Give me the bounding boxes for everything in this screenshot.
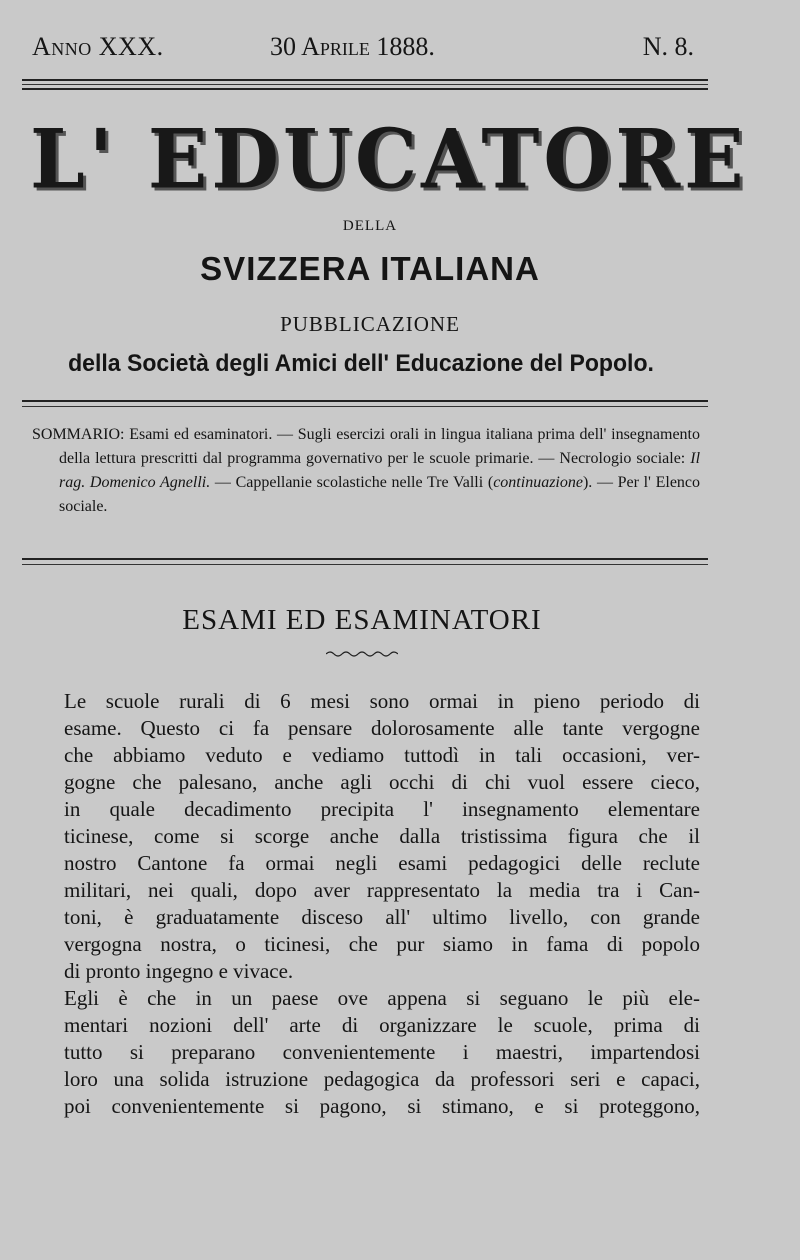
- masthead-pubblicazione: PUBBLICAZIONE: [280, 312, 460, 336]
- ornament-tilde-icon: [326, 650, 398, 658]
- p1-line: militari, nei quali, dopo aver rappresentato la media tra i Can-: [64, 878, 700, 902]
- sommario-label: SOMMARIO:: [32, 426, 125, 443]
- header-rule-top: [22, 79, 708, 81]
- issue-header: [32, 32, 694, 66]
- p1-line: Le scuole rurali di 6 mesi sono ormai in pieno periodo di: [64, 689, 700, 713]
- masthead-title: L' EDUCATORE: [30, 111, 748, 208]
- article-body: [32, 688, 700, 1120]
- article-title: ESAMI ED ESAMINATORI: [182, 604, 542, 636]
- header-rule-mid: [22, 84, 708, 85]
- p2-line: mentari nozioni dell' arte di organizzare le scuole, prima di: [64, 1013, 700, 1037]
- sommario-rule-bottom-2: [22, 564, 708, 565]
- paragraph-2: [32, 985, 700, 1120]
- masthead-della: DELLA: [342, 218, 398, 234]
- p1-line: toni, è graduatamente disceso all' ultimo livello, con grande: [64, 905, 700, 929]
- p1-line: ticinese, come si scorge anche dalla tristissima figura che il: [64, 824, 700, 848]
- p1-line: esame. Questo ci fa pensare dolorosamente alle tante vergogne: [64, 716, 700, 740]
- header-rule-bottom: [22, 88, 708, 90]
- sommario-italic-1: Il rag. Domenico Agnelli.: [59, 450, 701, 491]
- sommario: [32, 423, 700, 519]
- masthead-societa: della Società degli Amici dell' Educazione del Popolo.: [68, 350, 654, 377]
- p1-line: che abbiamo veduto e vediamo tuttodì in tali occasioni, ver-: [64, 743, 700, 767]
- issue-number: N. 8.: [642, 32, 694, 61]
- sommario-rule-bottom-1: [22, 558, 708, 560]
- p2-line: poi convenientemente si pagono, si stimano, e si proteggono,: [64, 1094, 700, 1118]
- p1-line: in quale decadimento precipita l' insegnamento elementare: [64, 797, 700, 821]
- masthead-subtitle: SVIZZERA ITALIANA: [200, 250, 540, 287]
- issue-date: 30 Aprile 1888.: [270, 32, 435, 61]
- issue-year: Anno XXX.: [32, 32, 164, 61]
- sommario-text-1: Esami ed esaminatori. — Sugli esercizi orali in lingua italiana prima dell' insegnamento della lettura prescritti dal programma governativo per le scuole primarie. — Necrologio sociale:: [59, 426, 701, 467]
- paragraph-1: [32, 688, 700, 985]
- sommario-text-2: — Cappellanie scolastiche nelle Tre Valli (: [214, 474, 494, 491]
- sommario-rule-top-1: [22, 400, 708, 402]
- p1-line: gogne che palesano, anche agli occhi di chi vuol essere cieco,: [64, 770, 700, 794]
- p1-line: nostro Cantone fa ormai negli esami pedagogici delle reclute: [64, 851, 700, 875]
- sommario-rule-top-2: [22, 406, 708, 407]
- sommario-text-3: ). — Per l' Elenco sociale.: [59, 474, 701, 515]
- p1-line: di pronto ingegno e vivace.: [64, 959, 294, 983]
- p2-line: tutto si preparano convenientemente i maestri, impartendosi: [64, 1040, 700, 1064]
- sommario-italic-2: continuazione: [493, 474, 583, 491]
- p2-line: Egli è che in un paese ove appena si seguano le più ele-: [64, 986, 700, 1010]
- sommario-text: [32, 423, 700, 519]
- p2-line: loro una solida istruzione pedagogica da professori seri e capaci,: [64, 1067, 700, 1091]
- p1-line: vergogna nostra, o ticinesi, che pur siamo in fama di popolo: [64, 932, 700, 956]
